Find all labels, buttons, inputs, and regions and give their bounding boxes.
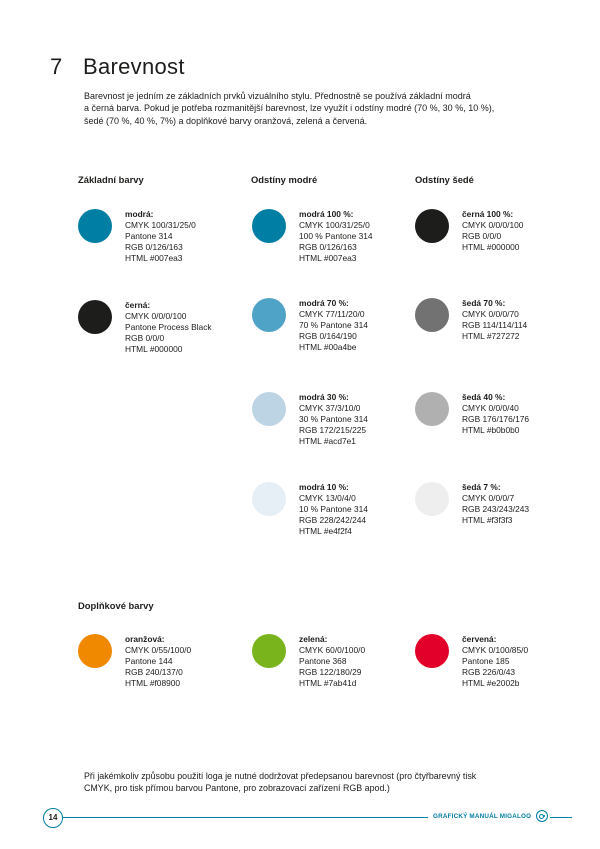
- color-spec-line: RGB 114/114/114: [462, 319, 528, 330]
- color-spec-line: HTML #007ea3: [299, 252, 357, 263]
- footer-divider: [62, 817, 428, 818]
- color-spec-line: RGB 172/215/225: [299, 424, 367, 435]
- color-name: modrá:: [125, 209, 154, 219]
- color-spec: [299, 298, 368, 353]
- usage-note-line: CMYK, pro tisk přímou barvou Pantone, pro zobrazovací zařízení RGB apod.): [84, 783, 390, 793]
- color-circle: [252, 298, 286, 332]
- color-name: černá 100 %:: [462, 209, 514, 219]
- color-spec-line: 100 % Pantone 314: [299, 230, 373, 241]
- color-spec-line: HTML #acd7e1: [299, 435, 356, 446]
- color-circle: [252, 634, 286, 668]
- color-spec-line: HTML #000000: [125, 343, 183, 354]
- color-circle: [78, 634, 112, 668]
- color-spec-line: CMYK 13/0/4/0: [299, 492, 356, 503]
- color-circle: [78, 300, 112, 334]
- color-spec-line: RGB 0/0/0: [125, 332, 165, 343]
- color-spec: [299, 209, 373, 264]
- color-spec-line: CMYK 0/0/0/40: [462, 402, 519, 413]
- color-spec-line: CMYK 0/55/100/0: [125, 644, 192, 655]
- footer-divider: [550, 817, 572, 818]
- color-spec-line: CMYK 0/100/85/0: [462, 644, 529, 655]
- color-spec-line: Pantone 144: [125, 655, 173, 666]
- color-spec-line: 10 % Pantone 314: [299, 503, 368, 514]
- color-spec: [462, 298, 527, 342]
- color-circle: [415, 482, 449, 516]
- intro-line: a černá barva. Pokud je potřeba rozmanitější barevnost, lze využít i odstíny modré (70 %, 30 %, 10 %),: [84, 103, 495, 114]
- color-spec-line: CMYK 0/0/0/7: [462, 492, 515, 503]
- color-circle: [252, 392, 286, 426]
- section-title: Barevnost: [83, 54, 185, 79]
- color-spec-line: Pantone 314: [125, 230, 173, 241]
- color-spec: [299, 634, 365, 689]
- usage-note-line: Při jakémkoliv způsobu použití loga je nutné dodržovat předepsanou barevnost (pro čtyřbarevný tisk: [84, 771, 477, 781]
- color-name: šedá 7 %:: [462, 482, 501, 492]
- color-circle: [415, 392, 449, 426]
- color-spec-line: RGB 243/243/243: [462, 503, 530, 514]
- color-spec-line: HTML #00a4be: [299, 341, 357, 352]
- color-name: modrá 10 %:: [299, 482, 349, 492]
- grey-shades-heading: Odstíny šedé: [415, 174, 474, 185]
- color-spec-line: CMYK 100/31/25/0: [125, 219, 196, 230]
- color-spec-line: HTML #e4f2f4: [299, 525, 352, 536]
- intro-line: Barevnost je jedním ze základních prvků vizuálního stylu. Přednostně se používá základní modrá: [84, 91, 471, 101]
- color-spec: [299, 482, 368, 537]
- color-spec-line: HTML #000000: [462, 241, 520, 252]
- color-spec: [462, 392, 529, 436]
- color-spec-line: CMYK 0/0/0/70: [462, 308, 519, 319]
- color-spec-line: HTML #b0b0b0: [462, 424, 520, 435]
- color-name: šedá 70 %:: [462, 298, 506, 308]
- color-circle: [415, 209, 449, 243]
- color-name: modrá 100 %:: [299, 209, 354, 219]
- intro-paragraph: [84, 90, 554, 127]
- color-spec-line: HTML #727272: [462, 330, 520, 341]
- color-spec-line: CMYK 0/0/0/100: [462, 219, 524, 230]
- color-spec-line: CMYK 100/31/25/0: [299, 219, 370, 230]
- page-number: 14: [43, 808, 63, 828]
- blue-shades-heading: Odstíny modré: [251, 174, 318, 185]
- color-spec-line: 70 % Pantone 314: [299, 319, 368, 330]
- color-circle: [415, 298, 449, 332]
- migaloo-logo-icon: [536, 810, 548, 822]
- color-spec-line: RGB 226/0/43: [462, 666, 516, 677]
- color-spec-line: RGB 228/242/244: [299, 514, 367, 525]
- color-name: červená:: [462, 634, 497, 644]
- color-spec-line: RGB 0/164/190: [299, 330, 357, 341]
- intro-line: šedé (70 %, 40 %, 7%) a doplňkové barvy oranžová, zelená a červená.: [84, 115, 368, 126]
- color-spec-line: 30 % Pantone 314: [299, 413, 368, 424]
- color-spec-line: CMYK 60/0/100/0: [299, 644, 366, 655]
- color-circle: [415, 634, 449, 668]
- color-spec-line: RGB 0/126/163: [299, 241, 357, 252]
- complementary-colors-heading: Doplňkové barvy: [78, 600, 154, 611]
- color-spec-line: RGB 122/180/29: [299, 666, 362, 677]
- color-name: zelená:: [299, 634, 328, 644]
- color-spec-line: RGB 0/0/0: [462, 230, 502, 241]
- color-name: modrá 30 %:: [299, 392, 349, 402]
- color-name: modrá 70 %:: [299, 298, 349, 308]
- color-name: šedá 40 %:: [462, 392, 506, 402]
- color-name: černá:: [125, 300, 151, 310]
- color-circle: [252, 209, 286, 243]
- section-number: 7: [50, 54, 63, 79]
- color-spec-line: CMYK 0/0/0/100: [125, 310, 187, 321]
- color-spec-line: CMYK 77/11/20/0: [299, 308, 365, 319]
- color-spec-line: HTML #7ab41d: [299, 677, 357, 688]
- color-spec-line: RGB 240/137/0: [125, 666, 183, 677]
- color-circle: [78, 209, 112, 243]
- color-spec-line: HTML #007ea3: [125, 252, 183, 263]
- color-spec: [462, 482, 529, 526]
- color-spec-line: RGB 176/176/176: [462, 413, 530, 424]
- color-spec-line: RGB 0/126/163: [125, 241, 183, 252]
- color-spec: [125, 209, 196, 264]
- usage-note: [84, 770, 476, 794]
- basic-colors-heading: Základní barvy: [78, 174, 144, 185]
- color-spec-line: Pantone Process Black: [125, 321, 212, 332]
- color-spec: [462, 634, 528, 689]
- color-circle: [252, 482, 286, 516]
- color-spec-line: Pantone 368: [299, 655, 347, 666]
- color-spec-line: HTML #f08900: [125, 677, 181, 688]
- color-spec: [299, 392, 368, 447]
- color-spec: [125, 300, 212, 355]
- color-spec-line: Pantone 185: [462, 655, 510, 666]
- footer-title: GRAFICKÝ MANUÁL MIGALOO: [433, 813, 532, 820]
- section-heading: [50, 54, 185, 80]
- color-spec-line: HTML #f3f3f3: [462, 514, 513, 525]
- color-spec: [462, 209, 523, 253]
- color-spec-line: CMYK 37/3/10/0: [299, 402, 361, 413]
- color-spec: [125, 634, 191, 689]
- color-name: oranžová:: [125, 634, 165, 644]
- color-spec-line: HTML #e2002b: [462, 677, 520, 688]
